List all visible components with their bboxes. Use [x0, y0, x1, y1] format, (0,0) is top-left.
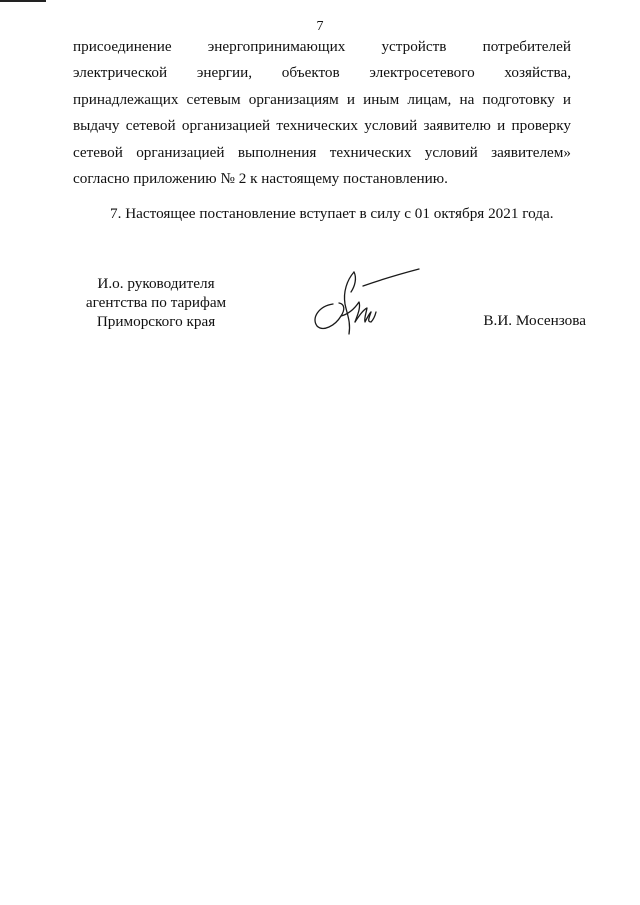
handwritten-signature-icon — [305, 262, 430, 340]
scan-edge-mark — [0, 0, 46, 2]
paragraph-item-7: 7. Настоящее постановление вступает в силу с 01 октября 2021 года. — [110, 205, 554, 223]
signatory-title-line: И.о. руководителя — [97, 275, 215, 292]
signer-name: В.И. Мосензова — [483, 312, 586, 329]
paragraph-continuation: присоединение энергопринимающих устройств потребителей электрической энергии, объектов электросетевого хозяйства, принадлежащих сетевым организациям и иным лицам, на подготовку и выдачу сетевой организацией технических условий заявителю и проверку сетевой организацией выполнения технических условий заявителем» согласно приложению № 2 к настоящему постановлению. — [73, 38, 571, 188]
signatory-title-line: Приморского края — [96, 313, 216, 330]
signatory-title — [76, 274, 236, 331]
signatory-title-line: агентства по тарифам — [85, 294, 227, 311]
page-number: 7 — [316, 19, 324, 34]
document-body — [73, 34, 571, 228]
